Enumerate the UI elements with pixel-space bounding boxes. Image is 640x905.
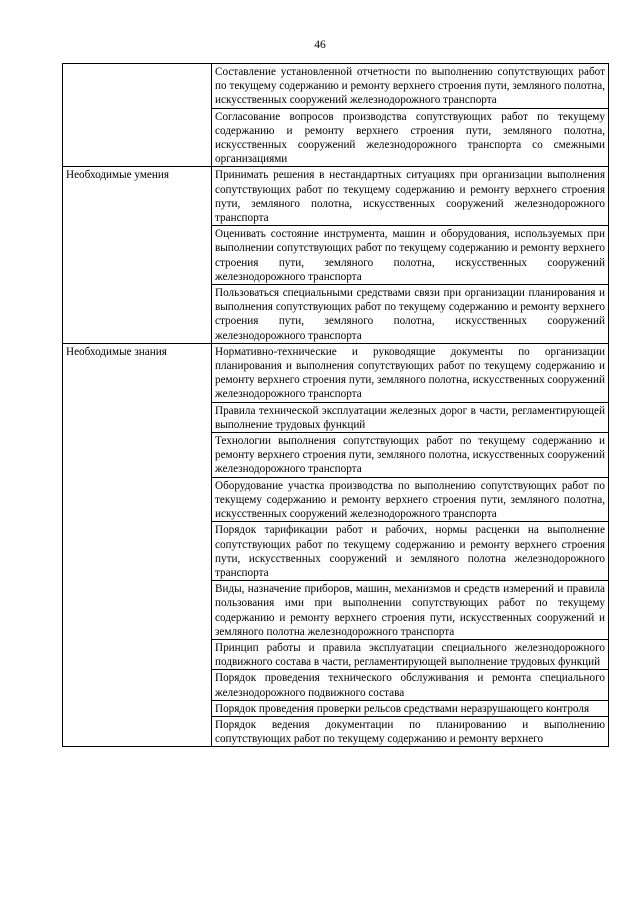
- section-item: Принцип работы и правила эксплуатации специального железнодорожного подвижного состава в части, регламентирующей выполнение трудовых функций: [212, 639, 609, 669]
- section-item: Правила технической эксплуатации железных дорог в части, регламентирующей выполнение трудовых функций: [212, 402, 609, 432]
- section-label: Необходимые знания: [63, 343, 212, 746]
- section-item: Оценивать состояние инструмента, машин и оборудования, используемых при выполнении сопутствующих работ по текущему содержанию и ремонту верхнего строения пути, земляного полотна, искусственных сооружений железнодорожного транспорта: [212, 226, 609, 285]
- section-item: Порядок ведения документации по планированию и выполнению сопутствующих работ по текущему содержанию и ремонту верхнего: [212, 716, 609, 746]
- table-body: [63, 64, 609, 747]
- table-row: [63, 343, 609, 402]
- section-item: Виды, назначение приборов, машин, механизмов и средств измерений и правила пользования ими при выполнении сопутствующих работ по текущему содержанию и ремонту верхнего строения пути, искусственных сооружений и земляного полотна железнодорожного транспорта: [212, 581, 609, 640]
- table-row: [63, 64, 609, 109]
- section-label: [63, 64, 212, 167]
- section-item: Нормативно-технические и руководящие документы по организации планирования и выполнения сопутствующих работ по текущему содержанию и ремонту верхнего строения пути, земляного полотна, искусственных сооружений железнодорожного транспорта: [212, 343, 609, 402]
- section-item: Технологии выполнения сопутствующих работ по текущему содержанию и ремонту верхнего строения пути, земляного полотна, искусственных сооружений железнодорожного транспорта: [212, 433, 609, 478]
- section-item: Составление установленной отчетности по выполнению сопутствующих работ по текущему содержанию и ремонту верхнего строения пути, земляного полотна, искусственных сооружений железнодорожного транспорта: [212, 64, 609, 109]
- section-label: Необходимые умения: [63, 167, 212, 343]
- section-item: Пользоваться специальными средствами связи при организации планирования и выполнения сопутствующих работ по текущему содержанию и ремонту верхнего строения пути, земляного полотна, искусственных сооружений железнодорожного транспорта: [212, 285, 609, 344]
- section-item: Принимать решения в нестандартных ситуациях при организации выполнения сопутствующих работ по текущему содержанию и ремонту верхнего строения пути, земляного полотна, искусственных сооружений железнодорожного транспорта: [212, 167, 609, 226]
- table-row: [63, 167, 609, 226]
- page-number: 46: [314, 39, 326, 51]
- competency-table: [62, 63, 609, 747]
- section-item: Порядок проведения технического обслуживания и ремонта специального железнодорожного подвижного состава: [212, 670, 609, 700]
- section-item: Порядок проведения проверки рельсов средствами неразрушающего контроля: [212, 700, 609, 716]
- section-item: Оборудование участка производства по выполнению сопутствующих работ по текущему содержанию и ремонту верхнего строения пути, земляного полотна, искусственных сооружений железнодорожного транспорта: [212, 477, 609, 522]
- section-item: Порядок тарификации работ и рабочих, нормы расценки на выполнение сопутствующих работ по текущему содержанию и ремонту верхнего строения пути, искусственных сооружений и земляного полотна железнодорожного транспорта: [212, 522, 609, 581]
- section-item: Согласование вопросов производства сопутствующих работ по текущему содержанию и ремонту верхнего строения пути, земляного полотна, искусственных сооружений железнодорожного транспорта со смежными организациями: [212, 108, 609, 167]
